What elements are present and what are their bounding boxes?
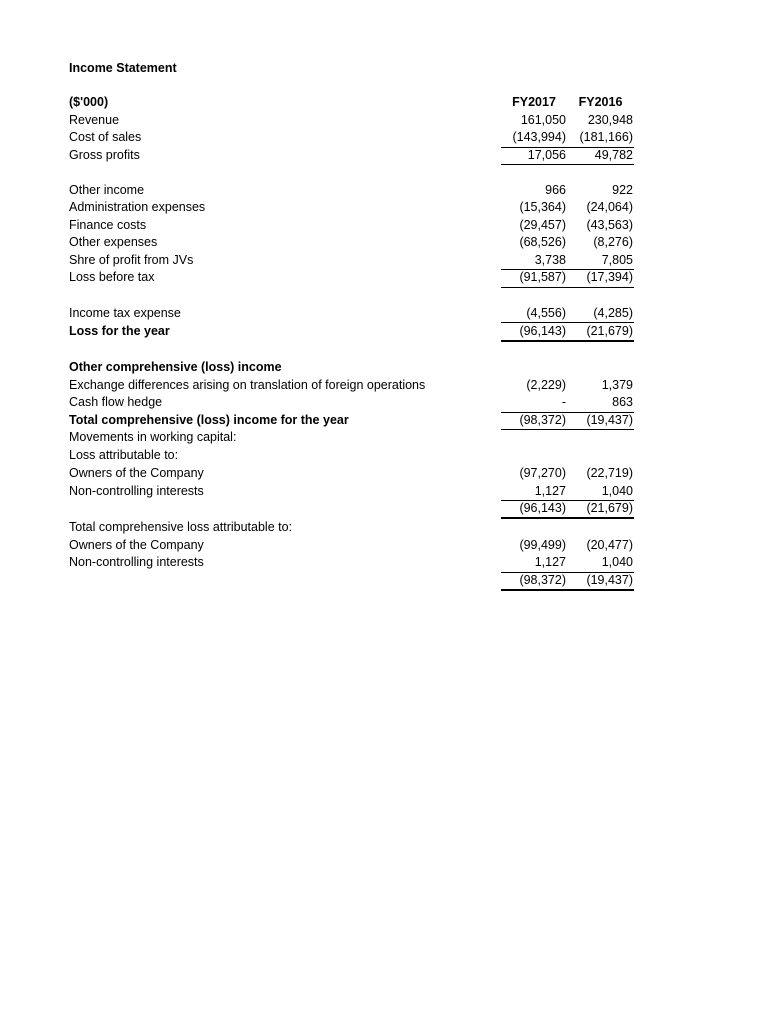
row-income-tax-expense (0, 305, 768, 323)
value-fy2016: (17,394) (586, 270, 633, 284)
row-label: Cash flow hedge (69, 395, 163, 409)
value-fy2017: (15,364) (519, 200, 566, 214)
row-administration-expenses (0, 199, 768, 217)
row-loss-before-tax (0, 269, 768, 287)
value-fy2016: 1,040 (601, 555, 633, 569)
row-revenue (0, 112, 768, 130)
value-fy2017: 966 (545, 182, 566, 197)
row-other-comprehensive-heading (0, 359, 768, 377)
row-label: Revenue (69, 112, 120, 127)
row-cost-of-sales (0, 129, 768, 147)
value-fy2017: (143,994) (512, 130, 566, 144)
row-gross-profits (0, 147, 768, 165)
value-fy2017: 161,050 (520, 112, 566, 127)
row-total-comprehensive (0, 412, 768, 430)
value-fy2017: (2,229) (526, 377, 566, 392)
row-label: Total comprehensive (loss) income for the year (69, 412, 349, 427)
value-fy2016: (19,437) (586, 572, 633, 587)
value-fy2017: 17,056 (527, 147, 566, 162)
row-other-income (0, 182, 768, 200)
value-fy2016: (4,285) (593, 306, 633, 320)
row-loss-attributable-total (0, 500, 768, 518)
row-label: Non-controlling interests (69, 555, 204, 569)
row-loss-attributable-heading (0, 447, 768, 465)
row-label: Finance costs (69, 217, 147, 232)
row-share-of-profit-jvs (0, 252, 768, 270)
value-fy2016: 1,040 (601, 483, 633, 498)
row-label: Shre of profit from JVs (69, 252, 194, 267)
row-non-controlling-interests (0, 483, 768, 501)
double-total-rule (501, 340, 634, 344)
value-fy2016: (181,166) (579, 130, 633, 144)
row-label: Cost of sales (69, 130, 142, 144)
section-heading: Other comprehensive (loss) income (69, 359, 282, 374)
row-other-expenses (0, 234, 768, 252)
value-fy2017: 1,127 (534, 483, 566, 498)
value-fy2016: (22,719) (586, 466, 633, 480)
value-fy2016: 1,379 (601, 377, 633, 392)
value-fy2016: (19,437) (586, 412, 633, 427)
column-header-fy2016: FY2016 (578, 95, 623, 109)
value-fy2016: (21,679) (586, 324, 633, 338)
total-rule (501, 164, 634, 165)
row-cash-flow-hedge (0, 394, 768, 412)
row-total-comprehensive-attributable-heading (0, 519, 768, 537)
value-fy2016: (21,679) (586, 501, 633, 515)
row-label: Non-controlling interests (69, 483, 204, 498)
value-fy2016: (24,064) (586, 200, 633, 214)
column-header-fy2017: FY2017 (512, 95, 556, 109)
value-fy2016: 7,805 (601, 252, 633, 267)
value-fy2017: (4,556) (526, 306, 566, 320)
row-total-comprehensive-attributable-total (0, 572, 768, 590)
value-fy2016: (20,477) (586, 537, 633, 552)
row-exchange-differences (0, 377, 768, 395)
value-fy2016: 230,948 (587, 112, 633, 127)
value-fy2017: - (561, 395, 566, 409)
row-label: Movements in working capital: (69, 430, 237, 444)
row-owners-of-company (0, 537, 768, 555)
header-row (0, 94, 768, 112)
row-finance-costs (0, 217, 768, 235)
value-fy2016: 922 (612, 182, 633, 197)
value-fy2017: (29,457) (519, 217, 566, 232)
row-loss-for-the-year (0, 323, 768, 341)
row-label: Other expenses (69, 235, 158, 249)
value-fy2017: (96,143) (519, 501, 566, 515)
row-label: Income tax expense (69, 306, 181, 320)
row-owners-of-company (0, 465, 768, 483)
value-fy2017: (99,499) (519, 537, 566, 552)
value-fy2017: 1,127 (534, 555, 566, 569)
value-fy2017: (98,372) (519, 412, 566, 427)
total-rule (501, 287, 634, 288)
value-fy2016: (43,563) (586, 217, 633, 232)
row-non-controlling-interests (0, 554, 768, 572)
row-label: Loss before tax (69, 270, 155, 284)
value-fy2017: 3,738 (534, 252, 566, 267)
value-fy2017: (98,372) (519, 572, 566, 587)
row-label: Loss for the year (69, 324, 170, 338)
double-total-rule (501, 589, 634, 593)
value-fy2016: 49,782 (594, 147, 633, 162)
row-label: Gross profits (69, 147, 140, 162)
unit-label: ($'000) (69, 95, 109, 109)
statement-title: Income Statement (69, 61, 177, 75)
row-movements-working-capital (0, 429, 768, 447)
value-fy2017: (97,270) (519, 466, 566, 480)
row-label: Exchange differences arising on translation of foreign operations (69, 377, 426, 392)
row-label: Total comprehensive loss attributable to: (69, 519, 293, 534)
value-fy2017: (68,526) (519, 235, 566, 249)
value-fy2016: (8,276) (593, 235, 633, 249)
row-label: Loss attributable to: (69, 447, 179, 462)
value-fy2016: 863 (612, 395, 633, 409)
row-label: Other income (69, 182, 145, 197)
value-fy2017: (96,143) (519, 324, 566, 338)
row-label: Administration expenses (69, 200, 206, 214)
row-label: Owners of the Company (69, 537, 204, 552)
value-fy2017: (91,587) (519, 270, 566, 284)
row-label: Owners of the Company (69, 466, 204, 480)
